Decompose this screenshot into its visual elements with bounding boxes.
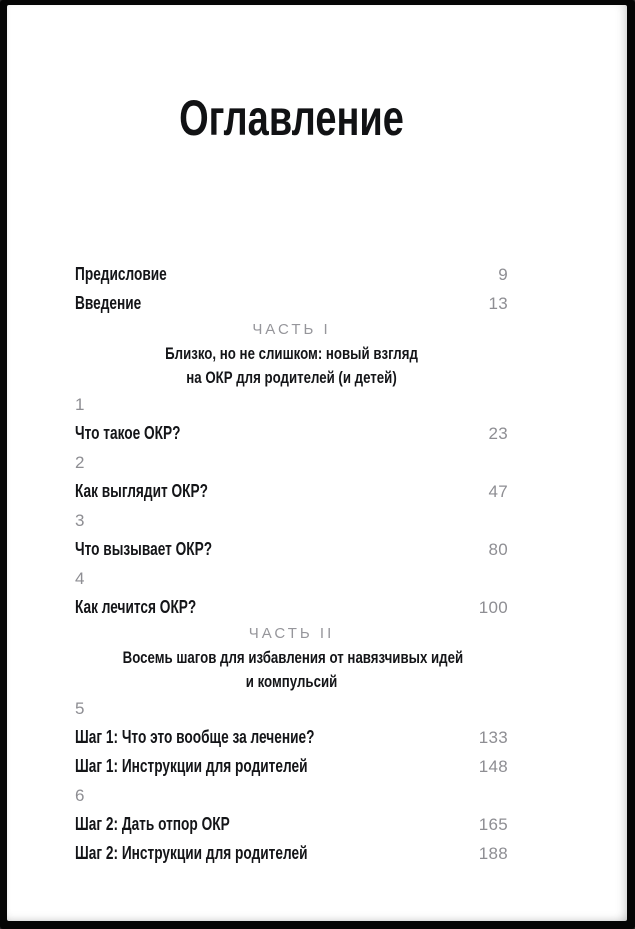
part-kicker: ЧАСТЬ II (248, 625, 335, 642)
toc-entry-label: Как выглядит ОКР? (75, 481, 208, 501)
toc-entry-label: Введение (75, 293, 142, 313)
toc-entry (75, 810, 508, 839)
toc-entry (75, 752, 508, 781)
toc-entry-page-number: 133 (478, 728, 508, 747)
toc-entry-label: Шаг 2: Дать отпор ОКР (75, 814, 230, 834)
toc-list (75, 260, 508, 868)
chapter-number: 2 (75, 453, 85, 472)
toc-entry (75, 260, 508, 289)
toc-entry-page-number: 80 (488, 540, 508, 559)
toc-entry (75, 419, 508, 448)
page-content (75, 5, 508, 921)
toc-entry (75, 477, 508, 506)
toc-entry-label: Шаг 1: Инструкции для родителей (75, 756, 308, 776)
part-title-line: на ОКР для родителей (и детей) (186, 368, 397, 387)
toc-entry (75, 593, 508, 622)
toc-entry-page-number: 47 (488, 482, 508, 501)
toc-entry-page-number: 13 (488, 294, 508, 313)
toc-entry-page-number: 148 (478, 757, 508, 776)
toc-entry (75, 839, 508, 868)
chapter-number: 6 (75, 786, 85, 805)
toc-entry-page-number: 188 (478, 844, 508, 863)
part-title-line: Восемь шагов для избавления от навязчивых идей (122, 648, 464, 667)
toc-entry-label: Шаг 1: Что это вообще за лечение? (75, 727, 315, 747)
toc-entry-label: Предисловие (75, 264, 167, 284)
toc-entry-page-number: 100 (478, 598, 508, 617)
toc-entry-label: Шаг 2: Инструкции для родителей (75, 843, 308, 863)
toc-entry-page-number: 9 (498, 265, 508, 284)
toc-entry (75, 289, 508, 318)
part-title-line: Близко, но не слишком: новый взгляд (165, 344, 418, 363)
toc-entry-label: Как лечится ОКР? (75, 597, 197, 617)
chapter-number: 3 (75, 511, 85, 530)
page-title: Оглавление (179, 90, 404, 146)
toc-entry-label: Что вызывает ОКР? (75, 539, 213, 559)
toc-entry (75, 723, 508, 752)
part-heading (75, 622, 508, 694)
part-kicker: ЧАСТЬ I (252, 321, 331, 338)
chapter-number: 1 (75, 395, 85, 414)
chapter-number: 5 (75, 699, 85, 718)
toc-entry-page-number: 23 (488, 424, 508, 443)
toc-entry-label: Что такое ОКР? (75, 423, 181, 443)
toc-entry (75, 535, 508, 564)
part-heading (75, 318, 508, 390)
toc-entry-page-number: 165 (478, 815, 508, 834)
chapter-number: 4 (75, 569, 85, 588)
book-page (7, 5, 627, 921)
part-title-line: и компульсий (245, 672, 338, 691)
